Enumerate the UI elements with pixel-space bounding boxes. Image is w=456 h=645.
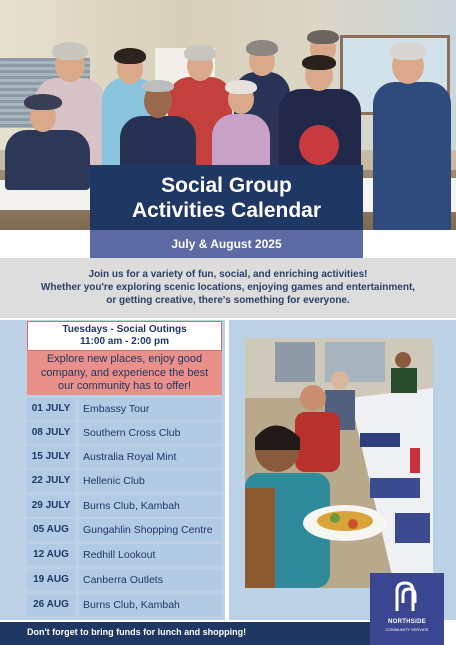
logo-name: NORTHSIDE	[387, 619, 427, 625]
outing-row	[27, 470, 222, 492]
outing-venue: Redhill Lookout	[79, 544, 222, 566]
outing-row	[27, 495, 222, 517]
outing-date: 29 JULY	[27, 495, 75, 517]
schedule-time: 11:00 am - 2:00 pm	[80, 336, 169, 347]
intro-line1: Join us for a variety of fun, social, and enriching activities!	[88, 269, 368, 280]
outing-venue: Canberra Outlets	[79, 569, 222, 591]
outing-row	[27, 446, 222, 468]
logo-mark-icon	[370, 573, 444, 619]
lunch-photo	[245, 338, 433, 588]
description-line3: our community has to offer!	[57, 380, 192, 392]
outing-row	[27, 519, 222, 541]
intro-line3: or getting creative, there's something for everyone.	[106, 295, 350, 306]
outing-date: 01 JULY	[27, 398, 75, 420]
outing-date: 19 AUG	[27, 569, 75, 591]
outing-venue: Hellenic Club	[79, 470, 222, 492]
outing-date: 15 JULY	[27, 446, 75, 468]
logo-subtitle: COMMUNITY SERVICE	[385, 627, 429, 632]
outing-date: 05 AUG	[27, 519, 75, 541]
intro-band	[0, 258, 456, 318]
outing-date: 12 AUG	[27, 544, 75, 566]
outing-row	[27, 594, 222, 616]
outing-row	[27, 569, 222, 591]
schedule-heading	[27, 321, 222, 351]
outing-venue: Australia Royal Mint	[79, 446, 222, 468]
description-line2: company, and experience the best	[40, 366, 209, 379]
outing-row	[27, 398, 222, 420]
schedule-title: Tuesdays - Social Outings	[62, 324, 187, 335]
outing-venue: Burns Club, Kambah	[79, 594, 222, 616]
outing-row	[27, 544, 222, 566]
outing-date: 22 JULY	[27, 470, 75, 492]
outing-date: 26 AUG	[27, 594, 75, 616]
outing-venue: Gungahlin Shopping Centre	[79, 519, 222, 541]
description-line1: Explore new places, enjoy good	[46, 353, 203, 365]
footer-note: Don't forget to bring funds for lunch and shopping!	[0, 622, 370, 645]
outing-row	[27, 422, 222, 444]
schedule-description	[27, 351, 222, 395]
northside-logo	[370, 573, 444, 645]
outing-venue: Southern Cross Club	[79, 422, 222, 444]
intro-line2: Whether you're exploring scenic locations, enjoying games and entertainment,	[40, 282, 416, 293]
title-banner	[90, 165, 363, 230]
outing-venue: Burns Club, Kambah	[79, 495, 222, 517]
page-title-line2: Activities Calendar	[131, 199, 322, 222]
outing-venue: Embassy Tour	[79, 398, 222, 420]
date-range: July & August 2025	[90, 230, 363, 258]
page-title-line1: Social Group	[161, 174, 292, 197]
outing-date: 08 JULY	[27, 422, 75, 444]
